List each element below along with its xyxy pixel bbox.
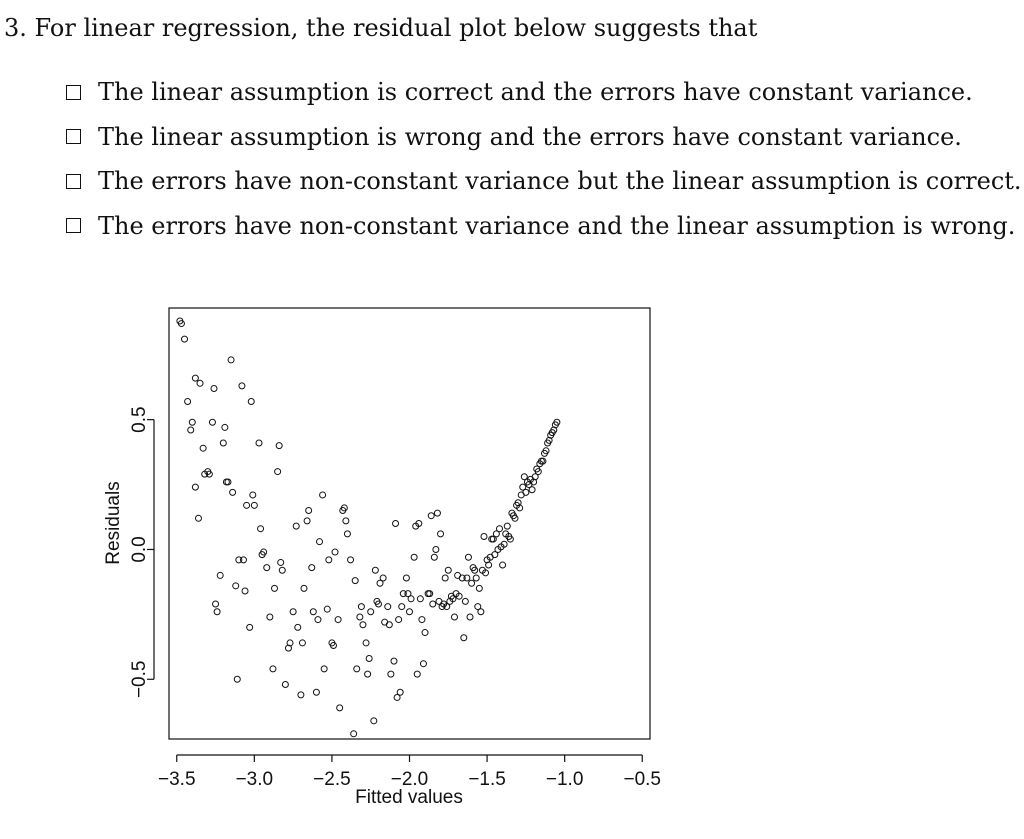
data-point [360,622,366,628]
option-1-text[interactable]: The linear assumption is correct and the errors have constant variance. [98,78,973,107]
data-point [276,443,282,449]
data-point [298,692,304,698]
data-point [337,705,343,711]
data-point [264,565,270,571]
data-point [445,567,451,573]
data-point [462,598,468,604]
data-point [313,689,319,695]
data-point [299,640,305,646]
question-text: For linear regression, the residual plot below suggests that [34,14,758,42]
question-header [4,10,757,46]
residual-scatter-plot [0,290,700,815]
data-point [357,614,363,620]
data-point [217,572,223,578]
data-point [408,596,414,602]
data-point [420,661,426,667]
data-point [399,604,405,610]
data-point [233,583,239,589]
x-tick-label: −2.5 [313,769,351,790]
data-point [411,554,417,560]
data-point [478,609,484,615]
data-point [309,565,315,571]
data-point [228,357,234,363]
data-point [430,601,436,607]
data-point [200,445,206,451]
x-axis [158,755,661,790]
data-point [182,336,188,342]
data-point [371,718,377,724]
answer-options [66,70,1022,248]
x-tick-label: −1.5 [468,769,506,790]
data-point [476,585,482,591]
data-point [315,617,321,623]
x-tick-label: −2.0 [390,769,429,790]
data-points [177,318,560,737]
data-point [335,617,341,623]
data-point [433,546,439,552]
data-point [324,606,330,612]
data-point [391,658,397,664]
data-point [301,585,307,591]
data-point [234,676,240,682]
data-point [213,601,219,607]
data-point [365,671,371,677]
data-point [279,567,285,573]
data-point [385,604,391,610]
data-point [282,681,288,687]
data-point [434,510,440,516]
data-point [326,557,332,563]
data-point [270,666,276,672]
checkbox-option-1[interactable] [66,85,81,100]
data-point [250,492,256,498]
question-number: 3. [4,14,27,42]
data-point [388,671,394,677]
data-point [310,609,316,615]
data-point [403,575,409,581]
option-3-text[interactable]: The errors have non-constant variance but the linear assumption is correct. [98,167,1022,196]
data-point [351,731,357,737]
x-tick-label: −3.5 [158,769,196,790]
y-tick-label: −0.5 [129,660,150,699]
y-tick-label: 0.5 [129,406,150,433]
data-point [500,562,506,568]
data-point [332,549,338,555]
data-point [465,554,471,560]
data-point [214,609,220,615]
data-point [258,526,264,532]
data-point [222,424,228,430]
data-point [348,557,354,563]
data-point [248,398,254,404]
data-point [304,518,310,524]
data-point [442,575,448,581]
data-point [290,609,296,615]
data-point [185,398,191,404]
x-tick-label: −3.0 [235,769,274,790]
data-point [396,617,402,623]
data-point [366,656,372,662]
data-point [230,489,236,495]
answer-option-3[interactable] [66,159,1022,204]
data-point [272,585,278,591]
data-point [354,666,360,672]
data-point [220,440,226,446]
data-point [523,489,529,495]
data-point [469,580,475,586]
data-point [192,484,198,490]
checkbox-option-2[interactable] [66,129,81,144]
x-tick-label: −1.0 [545,769,584,790]
data-point [239,383,245,389]
checkbox-option-3[interactable] [66,174,81,189]
data-point [496,526,502,532]
option-2-text[interactable]: The linear assumption is wrong and the errors have constant variance. [98,122,962,151]
data-point [242,588,248,594]
answer-option-1[interactable] [66,70,1022,115]
data-point [467,614,473,620]
data-point [414,671,420,677]
data-point [209,419,215,425]
data-point [295,624,301,630]
data-point [397,689,403,695]
data-point [317,539,323,545]
data-point [504,523,510,529]
data-point [192,375,198,381]
data-point [189,419,195,425]
data-point [211,385,217,391]
data-point [438,531,444,537]
plot-frame [169,308,650,739]
data-point [267,614,273,620]
data-point [352,578,358,584]
data-point [251,502,257,508]
data-point [481,533,487,539]
data-point [368,609,374,615]
data-point [256,440,262,446]
x-axis-label: Fitted values [355,787,463,808]
data-point [529,487,535,493]
data-point [320,492,326,498]
option-4-text[interactable]: The errors have non-constant variance and the linear assumption is wrong. [98,211,1016,240]
x-tick-label: −0.5 [623,769,661,790]
data-point [417,596,423,602]
data-point [386,622,392,628]
data-point [451,614,457,620]
data-point [247,624,253,630]
data-point [278,559,284,565]
data-point [393,521,399,527]
data-point [363,640,369,646]
data-point [197,380,203,386]
data-point [422,630,428,636]
data-point [358,604,364,610]
data-point [244,502,250,508]
data-point [293,523,299,529]
answer-option-2[interactable] [66,115,1022,160]
data-point [195,515,201,521]
data-point [419,617,425,623]
checkbox-option-4[interactable] [66,218,81,233]
data-point [321,666,327,672]
data-point [380,575,386,581]
data-point [473,575,479,581]
data-point [372,567,378,573]
data-point [344,531,350,537]
y-axis [129,406,154,698]
data-point [431,554,437,560]
data-point [461,635,467,641]
data-point [188,427,194,433]
data-point [275,469,281,475]
data-point [343,518,349,524]
y-axis-label: Residuals [103,481,124,565]
data-point [306,508,312,514]
y-tick-label: 0.0 [129,536,150,563]
data-point [428,513,434,519]
data-point [407,609,413,615]
answer-option-4[interactable] [66,204,1022,249]
